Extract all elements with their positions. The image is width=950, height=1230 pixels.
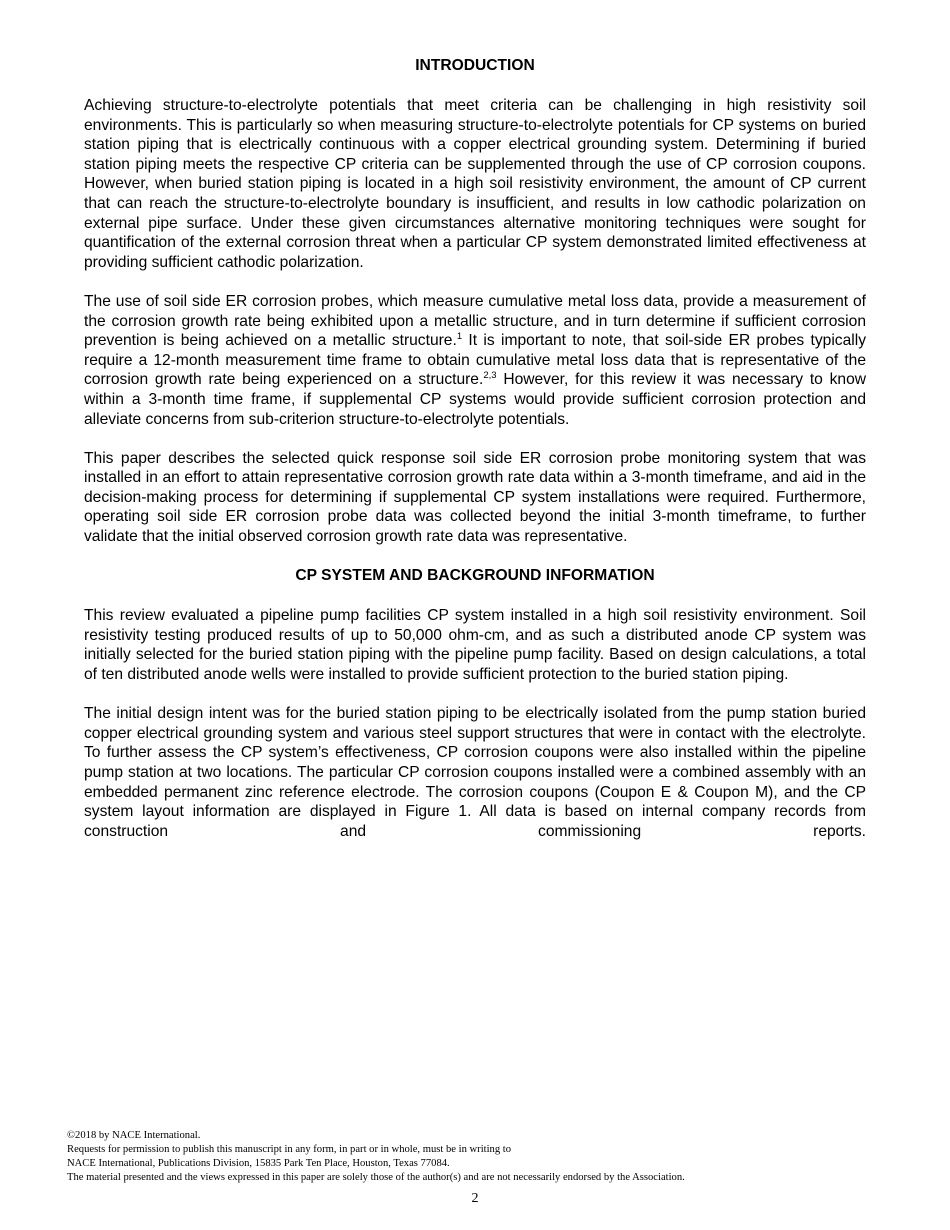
intro-paragraph-2-text-c: However, for this review it was necessary to know within a 3-month time frame, if supplemental CP systems would provide sufficient corrosion protection and alleviate concerns from sub-criterion structure-to-electrolyte potentials. bbox=[84, 371, 866, 428]
footer-disclaimer: The material presented and the views expressed in this paper are solely those of the author(s) and are not necessarily endorsed by the Association. bbox=[67, 1172, 685, 1183]
footer-address: NACE International, Publications Division, 15835 Park Ten Place, Houston, Texas 77084. bbox=[67, 1158, 450, 1169]
page-footer bbox=[67, 1129, 887, 1185]
intro-paragraph-2-text-a: The use of soil side ER corrosion probes, which measure cumulative metal loss data, provide a measurement of the corrosion growth rate being exhibited upon a metallic structure, and in turn determine if sufficient corrosion prevention is being achieved on a metallic structure. bbox=[84, 292, 866, 350]
footer-permission: Requests for permission to publish this manuscript in any form, in part or in whole, must be in writing to bbox=[67, 1144, 512, 1155]
intro-paragraph-2 bbox=[84, 292, 866, 429]
intro-paragraph-2-text-b: It is important to note, that soil-side ER probes typically require a 12-month measurement time frame to obtain cumulative metal loss data that is representative of the corrosion growth rate being experienced on a structure. bbox=[84, 332, 866, 389]
page-number: 2 bbox=[471, 1191, 479, 1206]
page-body bbox=[84, 56, 866, 861]
footer-copyright: ©2018 by NACE International. bbox=[67, 1130, 201, 1141]
heading-cp-system-background: CP SYSTEM AND BACKGROUND INFORMATION bbox=[295, 567, 655, 585]
intro-paragraph-3: This paper describes the selected quick response soil side ER corrosion probe monitoring system that was installed in an effort to attain representative corrosion growth rate data within a 3-month timeframe, and aid in the decision-making process for determining if supplemental CP system installations were required. Furthermore, operating soil side ER corrosion probe data was collected beyond the initial 3-month timeframe, to further validate that the initial observed corrosion growth rate data was representative. bbox=[84, 449, 866, 546]
intro-paragraph-1: Achieving structure-to-electrolyte potentials that meet criteria can be challenging in high resistivity soil environments. This is particularly so when measuring structure-to-electrolyte potentials for CP systems on buried station piping that is electrically continuous with a copper electrical grounding system. Determining if buried station piping meets the respective CP criteria can be supplemented through the use of CP corrosion coupons. However, when buried station piping is located in a high soil resistivity environment, the amount of CP current that can reach the structure-to-electrolyte boundary is insufficient, and results in low cathodic polarization on external pipe surface. Under these given circumstances alternative monitoring techniques were sought for quantification of the external corrosion threat when a particular CP system demonstrated limited effectiveness at providing sufficient cathodic polarization. bbox=[84, 97, 866, 271]
cp-paragraph-2: The initial design intent was for the buried station piping to be electrically isolated from the pump station buried copper electrical grounding system and various steel support structures that were in contact with the electrolyte. To further assess the CP system’s effectiveness, CP corrosion coupons were also installed within the pipeline pump station at two locations. The particular CP corrosion coupons installed were a combined assembly with an embedded permanent zinc reference electrode. The corrosion coupons (Coupon E & Coupon M), and the CP system layout information are displayed in Figure 1. All data is based on internal company records from construction and commissioning reports. bbox=[84, 705, 866, 840]
reference-superscript-1: 1 bbox=[456, 330, 463, 342]
heading-introduction: INTRODUCTION bbox=[415, 57, 535, 74]
reference-superscript-2-3: 2,3 bbox=[483, 370, 497, 382]
cp-paragraph-1: This review evaluated a pipeline pump facilities CP system installed in a high soil resistivity environment. Soil resistivity testing produced results of up to 50,000 ohm-cm, and as such a distributed anode CP system was initially selected for the buried station piping with the pipeline pump facility. Based on design calculations, a total of ten distributed anode wells were installed to provide sufficient protection to the buried station piping. bbox=[84, 607, 866, 684]
